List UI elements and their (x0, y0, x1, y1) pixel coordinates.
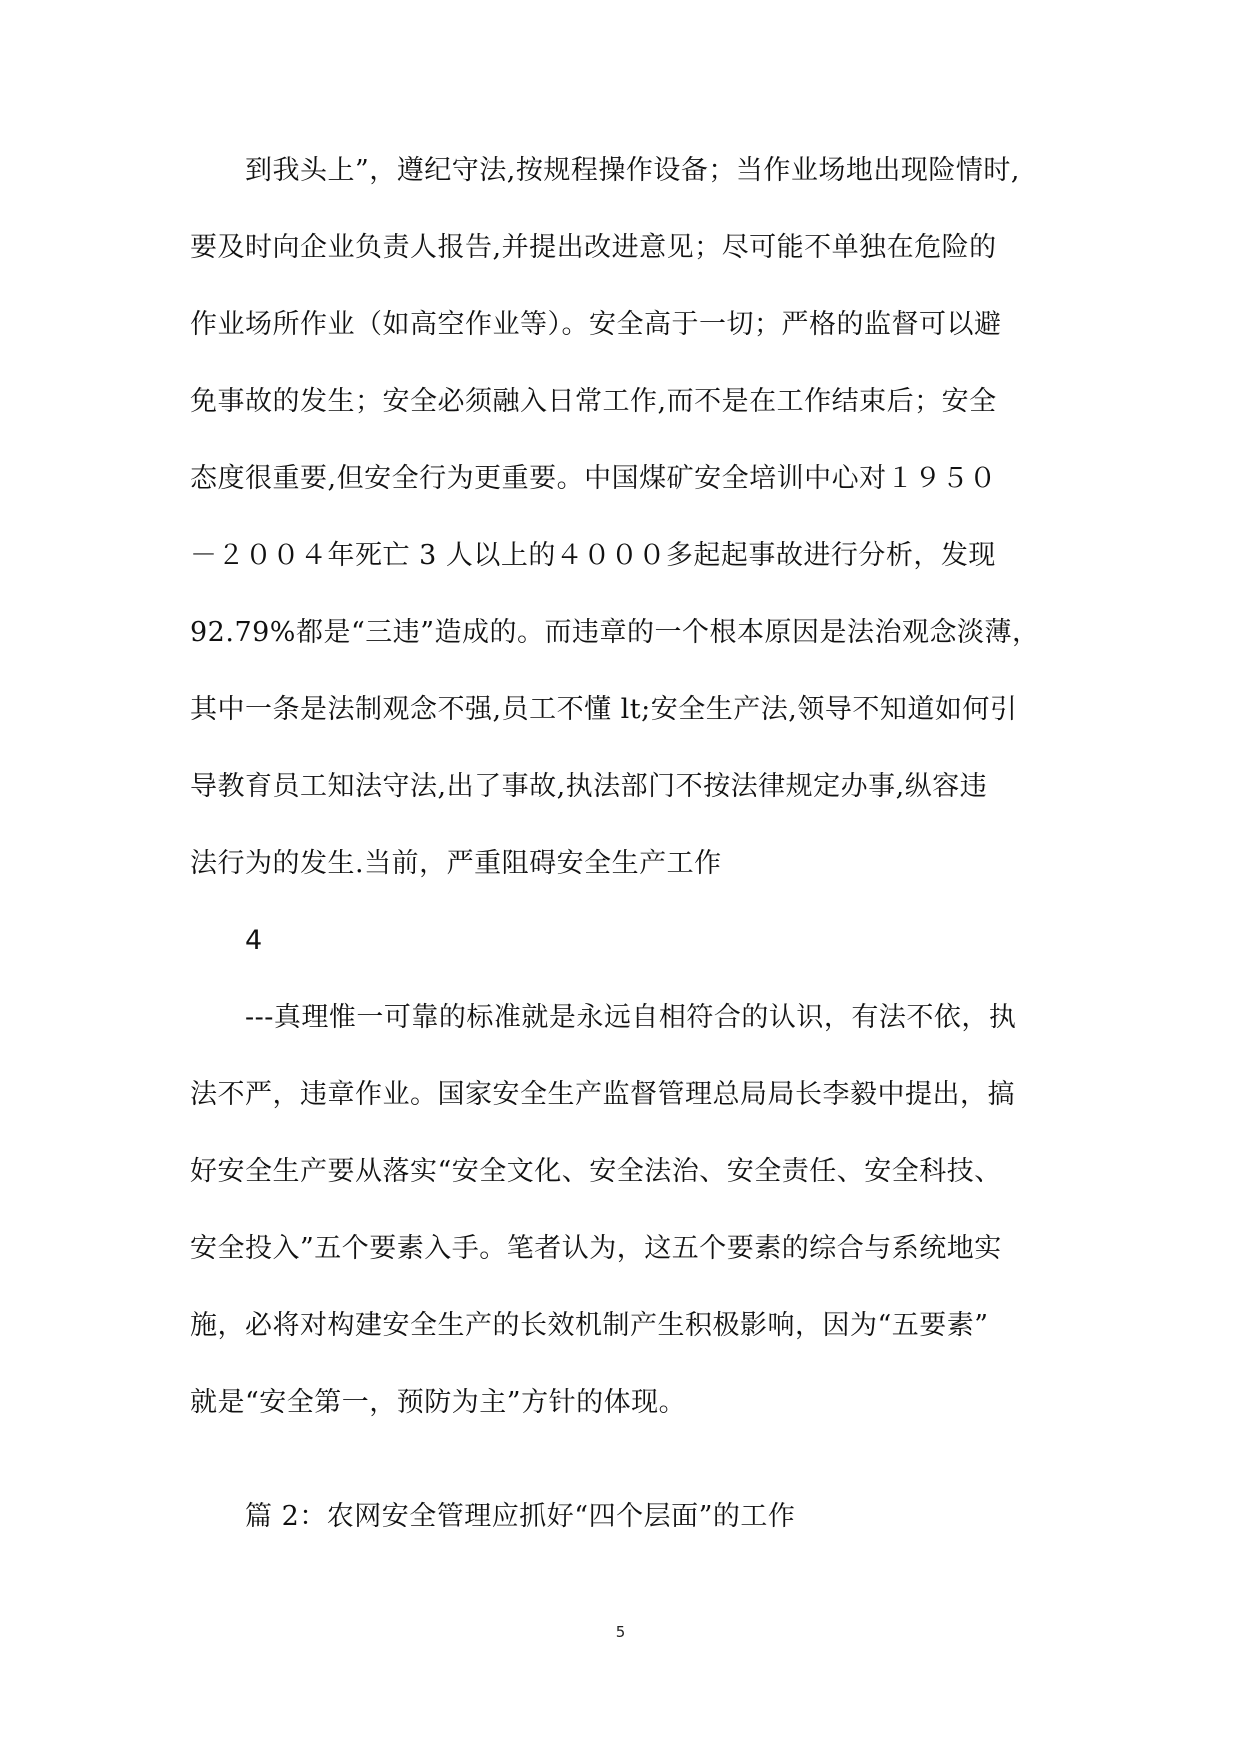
paragraph-1-line-10: 法行为的发生.当前，严重阻碍安全生产工作 (190, 848, 722, 879)
paragraph-2-line-5: 施，必将对构建安全生产的长效机制产生积极影响，因为“五要素” (190, 1310, 989, 1341)
paragraph-2-line-3: 好安全生产要从落实“安全文化、安全法治、安全责任、安全科技、 (190, 1156, 1002, 1187)
paragraph-1-line-9: 导教育员工知法守法,出了事故,执法部门不按法律规定办事,纵容违 (190, 771, 988, 802)
paragraph-1-line-3: 作业场所作业（如高空作业等）。安全高于一切；严格的监督可以避 (190, 309, 1002, 340)
paragraph-1-line-7: 92.79%都是“三违”造成的。而违章的一个根本原因是法治观念淡薄， (190, 617, 1040, 648)
fragment-number: 4 (245, 925, 263, 956)
paragraph-2-line-4: 安全投入”五个要素入手。笔者认为，这五个要素的综合与系统地实 (190, 1233, 1002, 1264)
paragraph-1-line-2: 要及时向企业负责人报告,并提出改进意见；尽可能不单独在危险的 (190, 232, 997, 263)
paragraph-1-line-5: 态度很重要,但安全行为更重要。中国煤矿安全培训中心对１９５０ (190, 463, 997, 494)
paragraph-1-line-6: －２００４年死亡 3 人以上的４０００多起起事故进行分析，发现 (190, 540, 996, 571)
paragraph-1-line-4: 免事故的发生；安全必须融入日常工作,而不是在工作结束后；安全 (190, 386, 997, 417)
paragraph-2-line-1: ---真理惟一可靠的标准就是永远自相符合的认识，有法不依，执 (245, 1002, 1017, 1033)
paragraph-1-line-8: 其中一条是法制观念不强,员工不懂 lt;安全生产法,领导不知道如何引 (190, 694, 1018, 725)
paragraph-2-line-6: 就是“安全第一，预防为主”方针的体现。 (190, 1387, 687, 1418)
section-heading: 篇 2：农网安全管理应抓好“四个层面”的工作 (245, 1501, 796, 1532)
paragraph-2-line-2: 法不严，违章作业。国家安全生产监督管理总局局长李毅中提出，搞 (190, 1079, 1015, 1110)
paragraph-1-line-1: 到我头上”，遵纪守法,按规程操作设备；当作业场地出现险情时, (245, 155, 1020, 186)
page-number: 5 (615, 1623, 626, 1641)
